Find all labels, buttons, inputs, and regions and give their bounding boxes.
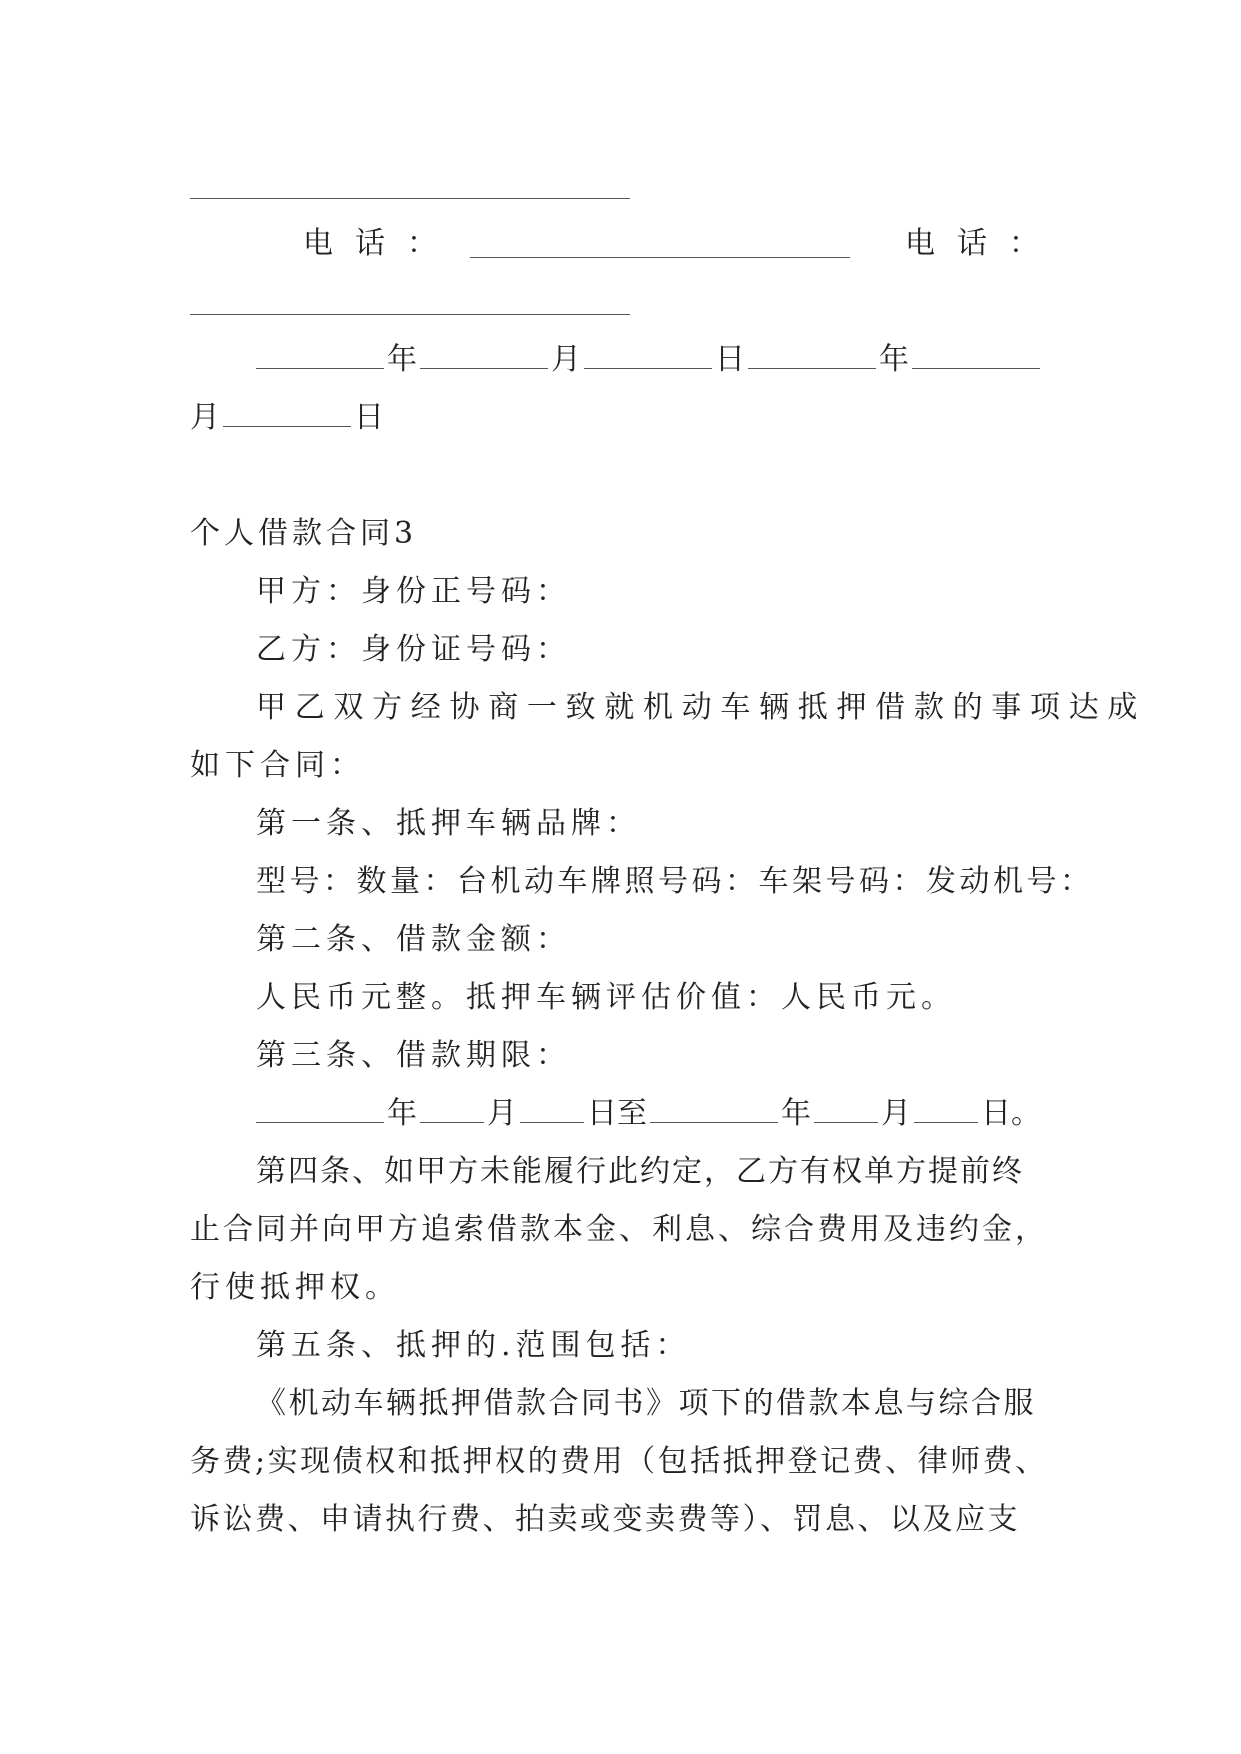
party-a-line: 甲方：身份正号码： — [256, 574, 571, 609]
signature-date-row-2 — [190, 400, 387, 436]
phone-row — [0, 226, 1241, 266]
date-blank — [420, 342, 548, 369]
term-blank — [520, 1096, 584, 1123]
term-year-label-2: 年 — [781, 1096, 811, 1131]
term-month-label-2: 月 — [881, 1096, 911, 1131]
phone-label-right: 电话： — [905, 226, 1061, 261]
article-5-line-3: 诉讼费、申请执行费、拍卖或变卖费等）、罚息、以及应支 — [190, 1502, 1020, 1537]
intro-paragraph-line-1: 甲乙双方经协商一致就机动车辆抵押借款的事项达成 — [256, 690, 1147, 725]
article-3-term-dates — [256, 1096, 1044, 1132]
article-5-line-1: 《机动车辆抵押借款合同书》项下的借款本息与综合服 — [256, 1386, 1036, 1421]
article-2-heading: 第二条、借款金额： — [256, 922, 571, 957]
term-blank — [914, 1096, 978, 1123]
intro-paragraph-line-2: 如下合同： — [190, 748, 365, 783]
date-month-label-2: 月 — [190, 400, 220, 435]
party-b-line: 乙方：身份证号码： — [256, 632, 571, 667]
date-blank — [748, 342, 876, 369]
term-blank — [814, 1096, 878, 1123]
date-blank — [256, 342, 384, 369]
term-day-to-label: 日至 — [587, 1096, 647, 1131]
term-month-label: 月 — [487, 1096, 517, 1131]
article-2-detail: 人民币元整。抵押车辆评估价值：人民币元。 — [256, 980, 956, 1015]
article-4-line-3: 行使抵押权。 — [190, 1270, 400, 1305]
phone-rule-right — [190, 314, 630, 315]
term-blank — [420, 1096, 484, 1123]
date-blank — [912, 342, 1040, 369]
date-day-label-2: 日 — [354, 400, 384, 435]
signature-rule-top — [190, 198, 630, 199]
date-day-label: 日 — [715, 342, 745, 377]
article-5-heading: 第五条、抵押的.范围包括： — [256, 1328, 691, 1363]
term-blank — [650, 1096, 778, 1123]
article-1-detail: 型号：数量：台机动车牌照号码：车架号码：发动机号： — [256, 864, 1094, 899]
article-4-line-1: 第四条、如甲方未能履行此约定，乙方有权单方提前终 — [256, 1154, 1024, 1189]
article-4-line-2: 止合同并向甲方追索借款本金、利息、综合费用及违约金， — [190, 1212, 1048, 1247]
phone-rule-left — [470, 257, 850, 258]
term-day-label-2: 日。 — [981, 1096, 1041, 1131]
date-year-label: 年 — [387, 342, 417, 377]
phone-label-left: 电话： — [303, 226, 459, 261]
term-year-label: 年 — [387, 1096, 417, 1131]
date-blank — [584, 342, 712, 369]
article-1-heading: 第一条、抵押车辆品牌： — [256, 806, 641, 841]
contract-title: 个人借款合同3 — [190, 516, 418, 551]
date-blank — [223, 400, 351, 427]
term-blank — [256, 1096, 384, 1123]
article-3-heading: 第三条、借款期限： — [256, 1038, 571, 1073]
signature-date-row-1 — [256, 342, 1040, 378]
date-year-label-2: 年 — [879, 342, 909, 377]
article-5-line-2: 务费;实现债权和抵押权的费用（包括抵押登记费、律师费、 — [190, 1444, 1048, 1479]
date-month-label: 月 — [551, 342, 581, 377]
